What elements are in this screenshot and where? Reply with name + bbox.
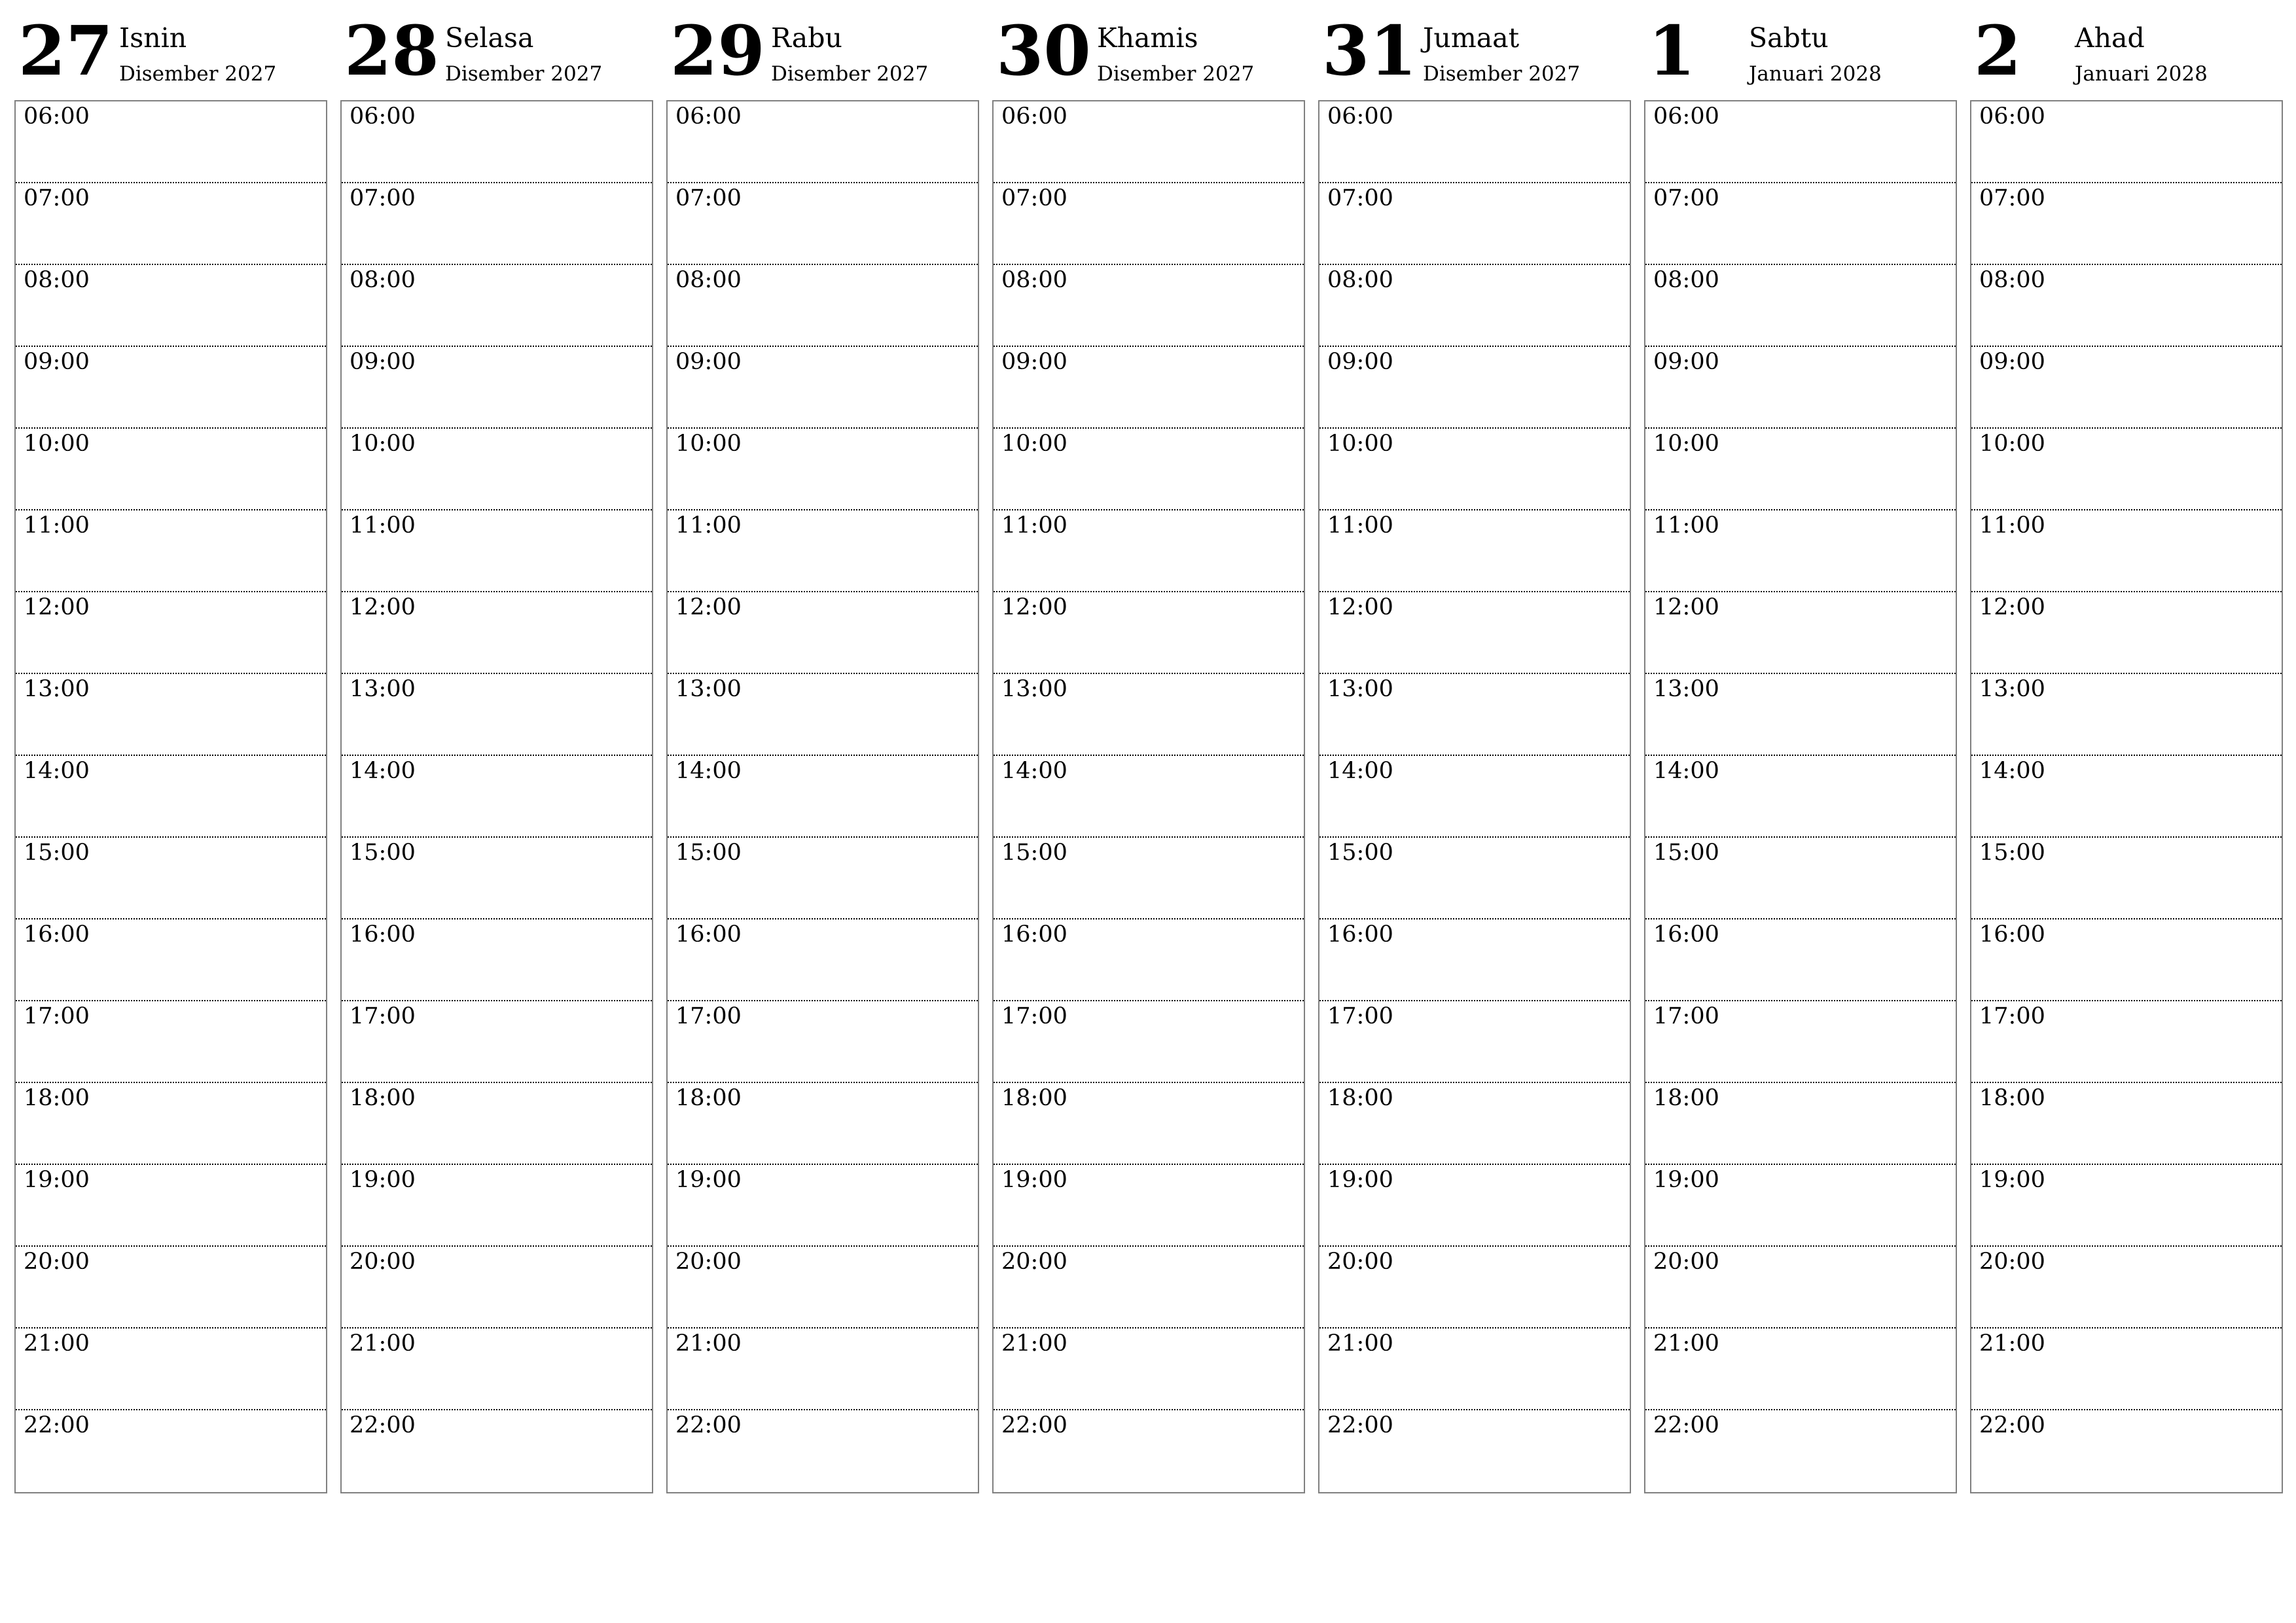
time-slot[interactable] (1645, 674, 1956, 756)
time-label: 10:00 (1979, 431, 2045, 457)
day-schedule-box (1318, 100, 1631, 1493)
time-slot[interactable] (16, 1165, 326, 1247)
time-slot[interactable] (668, 265, 978, 347)
time-slot[interactable] (1319, 1410, 1630, 1492)
day-header (992, 0, 1305, 100)
time-label: 16:00 (1001, 921, 1067, 948)
time-slot[interactable] (1971, 1165, 2282, 1247)
time-label: 16:00 (1979, 921, 2045, 948)
time-slot[interactable] (16, 429, 326, 510)
time-slot[interactable] (1971, 1410, 2282, 1492)
time-slot[interactable] (668, 674, 978, 756)
time-label: 20:00 (350, 1249, 416, 1275)
time-label: 18:00 (1001, 1085, 1067, 1111)
time-label: 17:00 (675, 1003, 742, 1029)
time-slot[interactable] (1971, 347, 2282, 429)
day-column (992, 0, 1305, 1438)
time-slot[interactable] (16, 1001, 326, 1083)
time-label: 19:00 (1979, 1167, 2045, 1193)
time-slot[interactable] (1971, 101, 2282, 183)
time-slot[interactable] (994, 1083, 1304, 1165)
time-label: 14:00 (1327, 758, 1393, 784)
time-label: 09:00 (1327, 349, 1393, 375)
time-label: 13:00 (24, 676, 90, 702)
time-slot[interactable] (16, 101, 326, 183)
day-month-year: Disember 2027 (119, 62, 277, 86)
time-slot[interactable] (1319, 1001, 1630, 1083)
time-slot[interactable] (16, 592, 326, 674)
time-slot[interactable] (16, 838, 326, 919)
time-label: 09:00 (24, 349, 90, 375)
time-slot[interactable] (1319, 101, 1630, 183)
time-slot[interactable] (1645, 756, 1956, 838)
time-label: 21:00 (1001, 1330, 1067, 1357)
time-label: 14:00 (1653, 758, 1719, 784)
time-label: 20:00 (1001, 1249, 1067, 1275)
time-label: 20:00 (675, 1249, 742, 1275)
time-label: 21:00 (675, 1330, 742, 1357)
time-slot[interactable] (1645, 1410, 1956, 1492)
time-label: 07:00 (1979, 185, 2045, 211)
time-slot[interactable] (16, 756, 326, 838)
time-label: 16:00 (675, 921, 742, 948)
day-month-year: Januari 2028 (1749, 62, 1882, 86)
time-slot[interactable] (342, 1001, 652, 1083)
time-slot[interactable] (668, 1247, 978, 1329)
time-label: 19:00 (1653, 1167, 1719, 1193)
time-label: 16:00 (1653, 921, 1719, 948)
time-label: 12:00 (675, 594, 742, 620)
time-slot[interactable] (16, 183, 326, 265)
time-slot[interactable] (342, 1329, 652, 1410)
time-slot[interactable] (1645, 101, 1956, 183)
time-slot[interactable] (994, 347, 1304, 429)
time-label: 08:00 (1979, 267, 2045, 293)
time-slot[interactable] (1971, 1001, 2282, 1083)
time-label: 06:00 (350, 103, 416, 130)
time-slot[interactable] (1319, 429, 1630, 510)
time-slot[interactable] (1645, 510, 1956, 592)
time-slot[interactable] (1319, 510, 1630, 592)
day-column (1644, 0, 1957, 1438)
time-slot[interactable] (1645, 838, 1956, 919)
time-slot[interactable] (1971, 265, 2282, 347)
time-label: 18:00 (1327, 1085, 1393, 1111)
time-label: 13:00 (1653, 676, 1719, 702)
day-schedule-box (992, 100, 1305, 1493)
time-label: 15:00 (1001, 840, 1067, 866)
time-label: 14:00 (24, 758, 90, 784)
time-slot[interactable] (16, 1410, 326, 1492)
time-slot[interactable] (668, 756, 978, 838)
time-label: 22:00 (350, 1412, 416, 1438)
day-schedule-box (340, 100, 653, 1493)
time-slot[interactable] (1645, 1329, 1956, 1410)
time-label: 10:00 (1001, 431, 1067, 457)
time-slot[interactable] (668, 592, 978, 674)
time-label: 11:00 (24, 512, 90, 539)
time-label: 09:00 (1653, 349, 1719, 375)
day-number: 1 (1648, 10, 1696, 91)
time-label: 07:00 (1653, 185, 1719, 211)
time-slot[interactable] (16, 1247, 326, 1329)
time-label: 18:00 (1653, 1085, 1719, 1111)
time-label: 12:00 (1001, 594, 1067, 620)
time-label: 15:00 (1653, 840, 1719, 866)
time-label: 07:00 (350, 185, 416, 211)
time-slot[interactable] (342, 1165, 652, 1247)
time-slot[interactable] (16, 347, 326, 429)
time-label: 17:00 (1327, 1003, 1393, 1029)
time-label: 19:00 (1001, 1167, 1067, 1193)
time-slot[interactable] (668, 1001, 978, 1083)
time-label: 18:00 (675, 1085, 742, 1111)
time-slot[interactable] (342, 347, 652, 429)
time-label: 07:00 (24, 185, 90, 211)
time-slot[interactable] (16, 674, 326, 756)
time-label: 14:00 (1979, 758, 2045, 784)
time-label: 19:00 (1327, 1167, 1393, 1193)
time-label: 15:00 (350, 840, 416, 866)
day-number: 28 (344, 10, 439, 91)
time-slot[interactable] (1971, 1083, 2282, 1165)
time-slot[interactable] (342, 674, 652, 756)
day-name: Sabtu (1749, 22, 1829, 54)
time-slot[interactable] (1645, 1001, 1956, 1083)
time-slot[interactable] (1319, 1165, 1630, 1247)
day-name: Khamis (1097, 22, 1198, 54)
day-schedule-box (1970, 100, 2283, 1493)
time-label: 12:00 (350, 594, 416, 620)
day-column (1970, 0, 2283, 1438)
time-slot[interactable] (1645, 183, 1956, 265)
time-slot[interactable] (1319, 1083, 1630, 1165)
day-header (1970, 0, 2283, 100)
time-slot[interactable] (1645, 1165, 1956, 1247)
time-label: 08:00 (1327, 267, 1393, 293)
time-label: 21:00 (350, 1330, 416, 1357)
time-slot[interactable] (668, 101, 978, 183)
time-slot[interactable] (1971, 1329, 2282, 1410)
time-slot[interactable] (1645, 265, 1956, 347)
time-slot[interactable] (342, 592, 652, 674)
time-slot[interactable] (1319, 183, 1630, 265)
time-label: 22:00 (1327, 1412, 1393, 1438)
time-label: 08:00 (350, 267, 416, 293)
time-slot[interactable] (1971, 1247, 2282, 1329)
time-label: 15:00 (1327, 840, 1393, 866)
time-label: 14:00 (1001, 758, 1067, 784)
time-label: 08:00 (1001, 267, 1067, 293)
time-label: 20:00 (1979, 1249, 2045, 1275)
time-label: 11:00 (1001, 512, 1067, 539)
time-slot[interactable] (1971, 592, 2282, 674)
day-schedule-box (14, 100, 327, 1493)
time-slot[interactable] (994, 183, 1304, 265)
time-slot[interactable] (1645, 1083, 1956, 1165)
time-slot[interactable] (342, 265, 652, 347)
time-label: 12:00 (1327, 594, 1393, 620)
time-label: 18:00 (1979, 1085, 2045, 1111)
time-label: 15:00 (1979, 840, 2045, 866)
time-slot[interactable] (1971, 429, 2282, 510)
time-slot[interactable] (994, 592, 1304, 674)
day-header (1644, 0, 1957, 100)
time-label: 15:00 (675, 840, 742, 866)
time-label: 22:00 (1001, 1412, 1067, 1438)
time-slot[interactable] (342, 510, 652, 592)
time-slot[interactable] (994, 265, 1304, 347)
time-label: 08:00 (1653, 267, 1719, 293)
day-schedule-box (666, 100, 979, 1493)
time-label: 06:00 (1653, 103, 1719, 130)
time-slot[interactable] (994, 1410, 1304, 1492)
time-label: 14:00 (675, 758, 742, 784)
time-label: 09:00 (1979, 349, 2045, 375)
time-label: 22:00 (1979, 1412, 2045, 1438)
time-slot[interactable] (1971, 510, 2282, 592)
time-slot[interactable] (668, 183, 978, 265)
time-slot[interactable] (342, 1247, 652, 1329)
time-label: 12:00 (24, 594, 90, 620)
time-label: 13:00 (1327, 676, 1393, 702)
time-label: 08:00 (675, 267, 742, 293)
day-month-year: Disember 2027 (445, 62, 603, 86)
time-label: 10:00 (24, 431, 90, 457)
day-column (1318, 0, 1631, 1438)
time-label: 17:00 (24, 1003, 90, 1029)
time-slot[interactable] (994, 838, 1304, 919)
time-label: 13:00 (1979, 676, 2045, 702)
time-slot[interactable] (994, 1329, 1304, 1410)
time-slot[interactable] (342, 1083, 652, 1165)
time-slot[interactable] (994, 919, 1304, 1001)
time-slot[interactable] (668, 510, 978, 592)
time-label: 08:00 (24, 267, 90, 293)
day-column (340, 0, 653, 1438)
time-slot[interactable] (1971, 919, 2282, 1001)
day-name: Isnin (119, 22, 187, 54)
time-label: 21:00 (1979, 1330, 2045, 1357)
time-label: 19:00 (24, 1167, 90, 1193)
time-label: 19:00 (350, 1167, 416, 1193)
time-label: 07:00 (1327, 185, 1393, 211)
time-label: 06:00 (1979, 103, 2045, 130)
day-number: 31 (1322, 10, 1417, 91)
time-slot[interactable] (1645, 919, 1956, 1001)
time-label: 17:00 (1001, 1003, 1067, 1029)
time-label: 20:00 (1327, 1249, 1393, 1275)
time-label: 13:00 (675, 676, 742, 702)
time-slot[interactable] (16, 919, 326, 1001)
day-schedule-box (1644, 100, 1957, 1493)
time-label: 13:00 (350, 676, 416, 702)
time-label: 11:00 (1653, 512, 1719, 539)
time-slot[interactable] (1319, 347, 1630, 429)
time-slot[interactable] (668, 919, 978, 1001)
time-label: 16:00 (1327, 921, 1393, 948)
time-slot[interactable] (1319, 674, 1630, 756)
time-slot[interactable] (342, 183, 652, 265)
time-label: 17:00 (350, 1003, 416, 1029)
time-slot[interactable] (994, 1247, 1304, 1329)
day-header (340, 0, 653, 100)
day-month-year: Disember 2027 (1423, 62, 1581, 86)
time-label: 17:00 (1979, 1003, 2045, 1029)
time-slot[interactable] (1645, 429, 1956, 510)
time-label: 22:00 (675, 1412, 742, 1438)
time-slot[interactable] (1319, 756, 1630, 838)
time-slot[interactable] (342, 919, 652, 1001)
time-label: 21:00 (24, 1330, 90, 1357)
time-slot[interactable] (1319, 919, 1630, 1001)
time-slot[interactable] (1645, 1247, 1956, 1329)
time-slot[interactable] (16, 510, 326, 592)
time-label: 07:00 (675, 185, 742, 211)
time-label: 11:00 (675, 512, 742, 539)
time-label: 14:00 (350, 758, 416, 784)
time-label: 15:00 (24, 840, 90, 866)
time-slot[interactable] (668, 1165, 978, 1247)
day-month-year: Disember 2027 (1097, 62, 1255, 86)
time-label: 16:00 (24, 921, 90, 948)
time-slot[interactable] (1319, 1329, 1630, 1410)
time-label: 11:00 (350, 512, 416, 539)
time-label: 06:00 (24, 103, 90, 130)
time-slot[interactable] (994, 1165, 1304, 1247)
time-slot[interactable] (668, 1083, 978, 1165)
time-label: 10:00 (675, 431, 742, 457)
time-slot[interactable] (16, 1083, 326, 1165)
time-label: 20:00 (1653, 1249, 1719, 1275)
time-slot[interactable] (1319, 592, 1630, 674)
time-label: 12:00 (1653, 594, 1719, 620)
time-slot[interactable] (994, 510, 1304, 592)
day-name: Rabu (771, 22, 842, 54)
time-slot[interactable] (342, 838, 652, 919)
time-slot[interactable] (994, 756, 1304, 838)
time-label: 06:00 (675, 103, 742, 130)
time-slot[interactable] (342, 1410, 652, 1492)
time-label: 22:00 (24, 1412, 90, 1438)
time-slot[interactable] (994, 674, 1304, 756)
time-label: 09:00 (675, 349, 742, 375)
day-header (1318, 0, 1631, 100)
time-slot[interactable] (668, 1410, 978, 1492)
day-number: 29 (670, 10, 765, 91)
day-number: 27 (18, 10, 113, 91)
time-label: 13:00 (1001, 676, 1067, 702)
time-slot[interactable] (668, 1329, 978, 1410)
time-label: 07:00 (1001, 185, 1067, 211)
time-label: 09:00 (1001, 349, 1067, 375)
time-label: 06:00 (1327, 103, 1393, 130)
day-number: 30 (996, 10, 1091, 91)
time-slot[interactable] (1971, 183, 2282, 265)
time-label: 20:00 (24, 1249, 90, 1275)
time-slot[interactable] (16, 265, 326, 347)
time-slot[interactable] (1971, 756, 2282, 838)
time-slot[interactable] (1971, 838, 2282, 919)
time-label: 11:00 (1979, 512, 2045, 539)
day-header (14, 0, 327, 100)
time-slot[interactable] (1319, 1247, 1630, 1329)
day-name: Ahad (2075, 22, 2145, 54)
time-label: 09:00 (350, 349, 416, 375)
time-slot[interactable] (1645, 347, 1956, 429)
time-label: 06:00 (1001, 103, 1067, 130)
time-slot[interactable] (1971, 674, 2282, 756)
time-slot[interactable] (1319, 838, 1630, 919)
time-slot[interactable] (1645, 592, 1956, 674)
time-label: 19:00 (675, 1167, 742, 1193)
time-slot[interactable] (342, 756, 652, 838)
time-label: 12:00 (1979, 594, 2045, 620)
time-label: 21:00 (1327, 1330, 1393, 1357)
time-slot[interactable] (994, 101, 1304, 183)
time-label: 18:00 (350, 1085, 416, 1111)
time-label: 10:00 (1327, 431, 1393, 457)
time-slot[interactable] (16, 1329, 326, 1410)
time-slot[interactable] (994, 429, 1304, 510)
time-label: 22:00 (1653, 1412, 1719, 1438)
time-label: 21:00 (1653, 1330, 1719, 1357)
time-label: 11:00 (1327, 512, 1393, 539)
time-slot[interactable] (668, 838, 978, 919)
day-header (666, 0, 979, 100)
time-label: 16:00 (350, 921, 416, 948)
time-slot[interactable] (994, 1001, 1304, 1083)
time-slot[interactable] (1319, 265, 1630, 347)
time-slot[interactable] (668, 429, 978, 510)
day-number: 2 (1974, 10, 2022, 91)
time-label: 17:00 (1653, 1003, 1719, 1029)
day-name: Selasa (445, 22, 534, 54)
time-label: 10:00 (1653, 431, 1719, 457)
time-slot[interactable] (342, 429, 652, 510)
day-column (666, 0, 979, 1438)
day-column (14, 0, 327, 1438)
time-slot[interactable] (342, 101, 652, 183)
time-slot[interactable] (668, 347, 978, 429)
day-month-year: Disember 2027 (771, 62, 929, 86)
time-label: 18:00 (24, 1085, 90, 1111)
time-label: 10:00 (350, 431, 416, 457)
day-name: Jumaat (1423, 22, 1520, 54)
day-month-year: Januari 2028 (2075, 62, 2208, 86)
